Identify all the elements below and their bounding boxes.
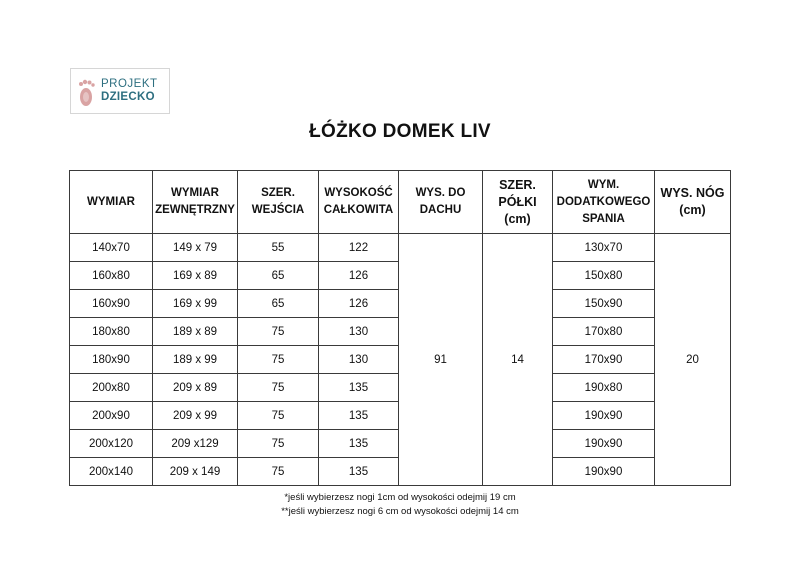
cell-total-height: 126 — [319, 262, 399, 290]
cell-extra-bed: 190x80 — [553, 374, 655, 402]
column-header-line: (cm) — [679, 203, 706, 217]
cell-shelf-width: 14 — [483, 234, 553, 486]
cell-entry-width: 75 — [238, 318, 319, 346]
column-header — [399, 171, 483, 234]
logo — [70, 68, 170, 114]
column-header — [319, 171, 399, 234]
cell-total-height: 130 — [319, 346, 399, 374]
cell-total-height: 135 — [319, 458, 399, 486]
column-header — [238, 171, 319, 234]
cell-extra-bed: 190x90 — [553, 430, 655, 458]
column-header-line: WYS. DO — [415, 187, 466, 199]
cell-size: 200x140 — [70, 458, 153, 486]
cell-extra-bed: 170x80 — [553, 318, 655, 346]
cell-entry-width: 75 — [238, 346, 319, 374]
cell-roof-height: 91 — [399, 234, 483, 486]
cell-leg-height: 20 — [655, 234, 731, 486]
column-header-line: SPANIA — [582, 212, 625, 225]
cell-size: 200x80 — [70, 374, 153, 402]
cell-total-height: 130 — [319, 318, 399, 346]
column-header-line: SZER. — [261, 187, 295, 199]
cell-size: 200x90 — [70, 402, 153, 430]
table-row — [70, 234, 731, 262]
column-header — [70, 171, 153, 234]
footnotes — [0, 491, 800, 519]
cell-outer-size: 169 x 99 — [153, 290, 238, 318]
cell-outer-size: 209 x129 — [153, 430, 238, 458]
page-title: ŁÓŻKO DOMEK LIV — [309, 121, 491, 142]
cell-total-height: 122 — [319, 234, 399, 262]
cell-entry-width: 75 — [238, 374, 319, 402]
cell-size: 160x80 — [70, 262, 153, 290]
cell-entry-width: 75 — [238, 402, 319, 430]
column-header — [655, 171, 731, 234]
column-header-line: CAŁKOWITA — [323, 204, 394, 216]
cell-entry-width: 65 — [238, 290, 319, 318]
cell-outer-size: 209 x 149 — [153, 458, 238, 486]
column-header-line: DODATKOWEGO — [556, 195, 651, 208]
cell-total-height: 135 — [319, 430, 399, 458]
column-header-line: WYSOKOŚĆ — [324, 187, 393, 199]
cell-size: 180x90 — [70, 346, 153, 374]
cell-entry-width: 65 — [238, 262, 319, 290]
cell-total-height: 135 — [319, 402, 399, 430]
column-header-line: (cm) — [504, 211, 531, 226]
column-header-line: WYM. — [587, 178, 620, 191]
column-header-line: WYMIAR — [171, 187, 219, 199]
cell-extra-bed: 150x90 — [553, 290, 655, 318]
cell-extra-bed: 190x90 — [553, 402, 655, 430]
column-header-line: WEJŚCIA — [251, 204, 305, 216]
column-header-line: SZER. — [499, 177, 536, 192]
cell-extra-bed: 150x80 — [553, 262, 655, 290]
dimensions-table — [69, 170, 731, 486]
column-header-line: WYS. NÓG — [660, 186, 725, 200]
cell-extra-bed: 190x90 — [553, 458, 655, 486]
cell-entry-width: 55 — [238, 234, 319, 262]
cell-extra-bed: 130x70 — [553, 234, 655, 262]
table-body — [70, 234, 731, 486]
cell-total-height: 126 — [319, 290, 399, 318]
logo-line-2: DZIECKO — [101, 91, 155, 103]
cell-outer-size: 189 x 89 — [153, 318, 238, 346]
cell-outer-size: 209 x 99 — [153, 402, 238, 430]
table-header-row — [70, 171, 731, 234]
feet-icon — [77, 75, 99, 109]
cell-size: 200x120 — [70, 430, 153, 458]
cell-outer-size: 169 x 89 — [153, 262, 238, 290]
cell-size: 140x70 — [70, 234, 153, 262]
cell-entry-width: 75 — [238, 430, 319, 458]
column-header — [153, 171, 238, 234]
footnote-1: *jeśli wybierzesz nogi 1cm od wysokości odejmij 19 cm — [284, 492, 516, 503]
column-header-line: WYMIAR — [87, 195, 135, 208]
column-header-line: ZEWNĘTRZNY — [155, 204, 235, 216]
column-header-line: PÓŁKI — [498, 194, 537, 209]
column-header-line: DACHU — [419, 204, 462, 216]
column-header — [483, 171, 553, 234]
cell-extra-bed: 170x90 — [553, 346, 655, 374]
cell-size: 160x90 — [70, 290, 153, 318]
logo-line-1: PROJEKT — [101, 78, 158, 90]
column-header — [553, 171, 655, 234]
cell-total-height: 135 — [319, 374, 399, 402]
cell-outer-size: 189 x 99 — [153, 346, 238, 374]
cell-entry-width: 75 — [238, 458, 319, 486]
cell-outer-size: 209 x 89 — [153, 374, 238, 402]
footnote-2: **jeśli wybierzesz nogi 6 cm od wysokości odejmij 14 cm — [281, 506, 519, 517]
cell-size: 180x80 — [70, 318, 153, 346]
cell-outer-size: 149 x 79 — [153, 234, 238, 262]
